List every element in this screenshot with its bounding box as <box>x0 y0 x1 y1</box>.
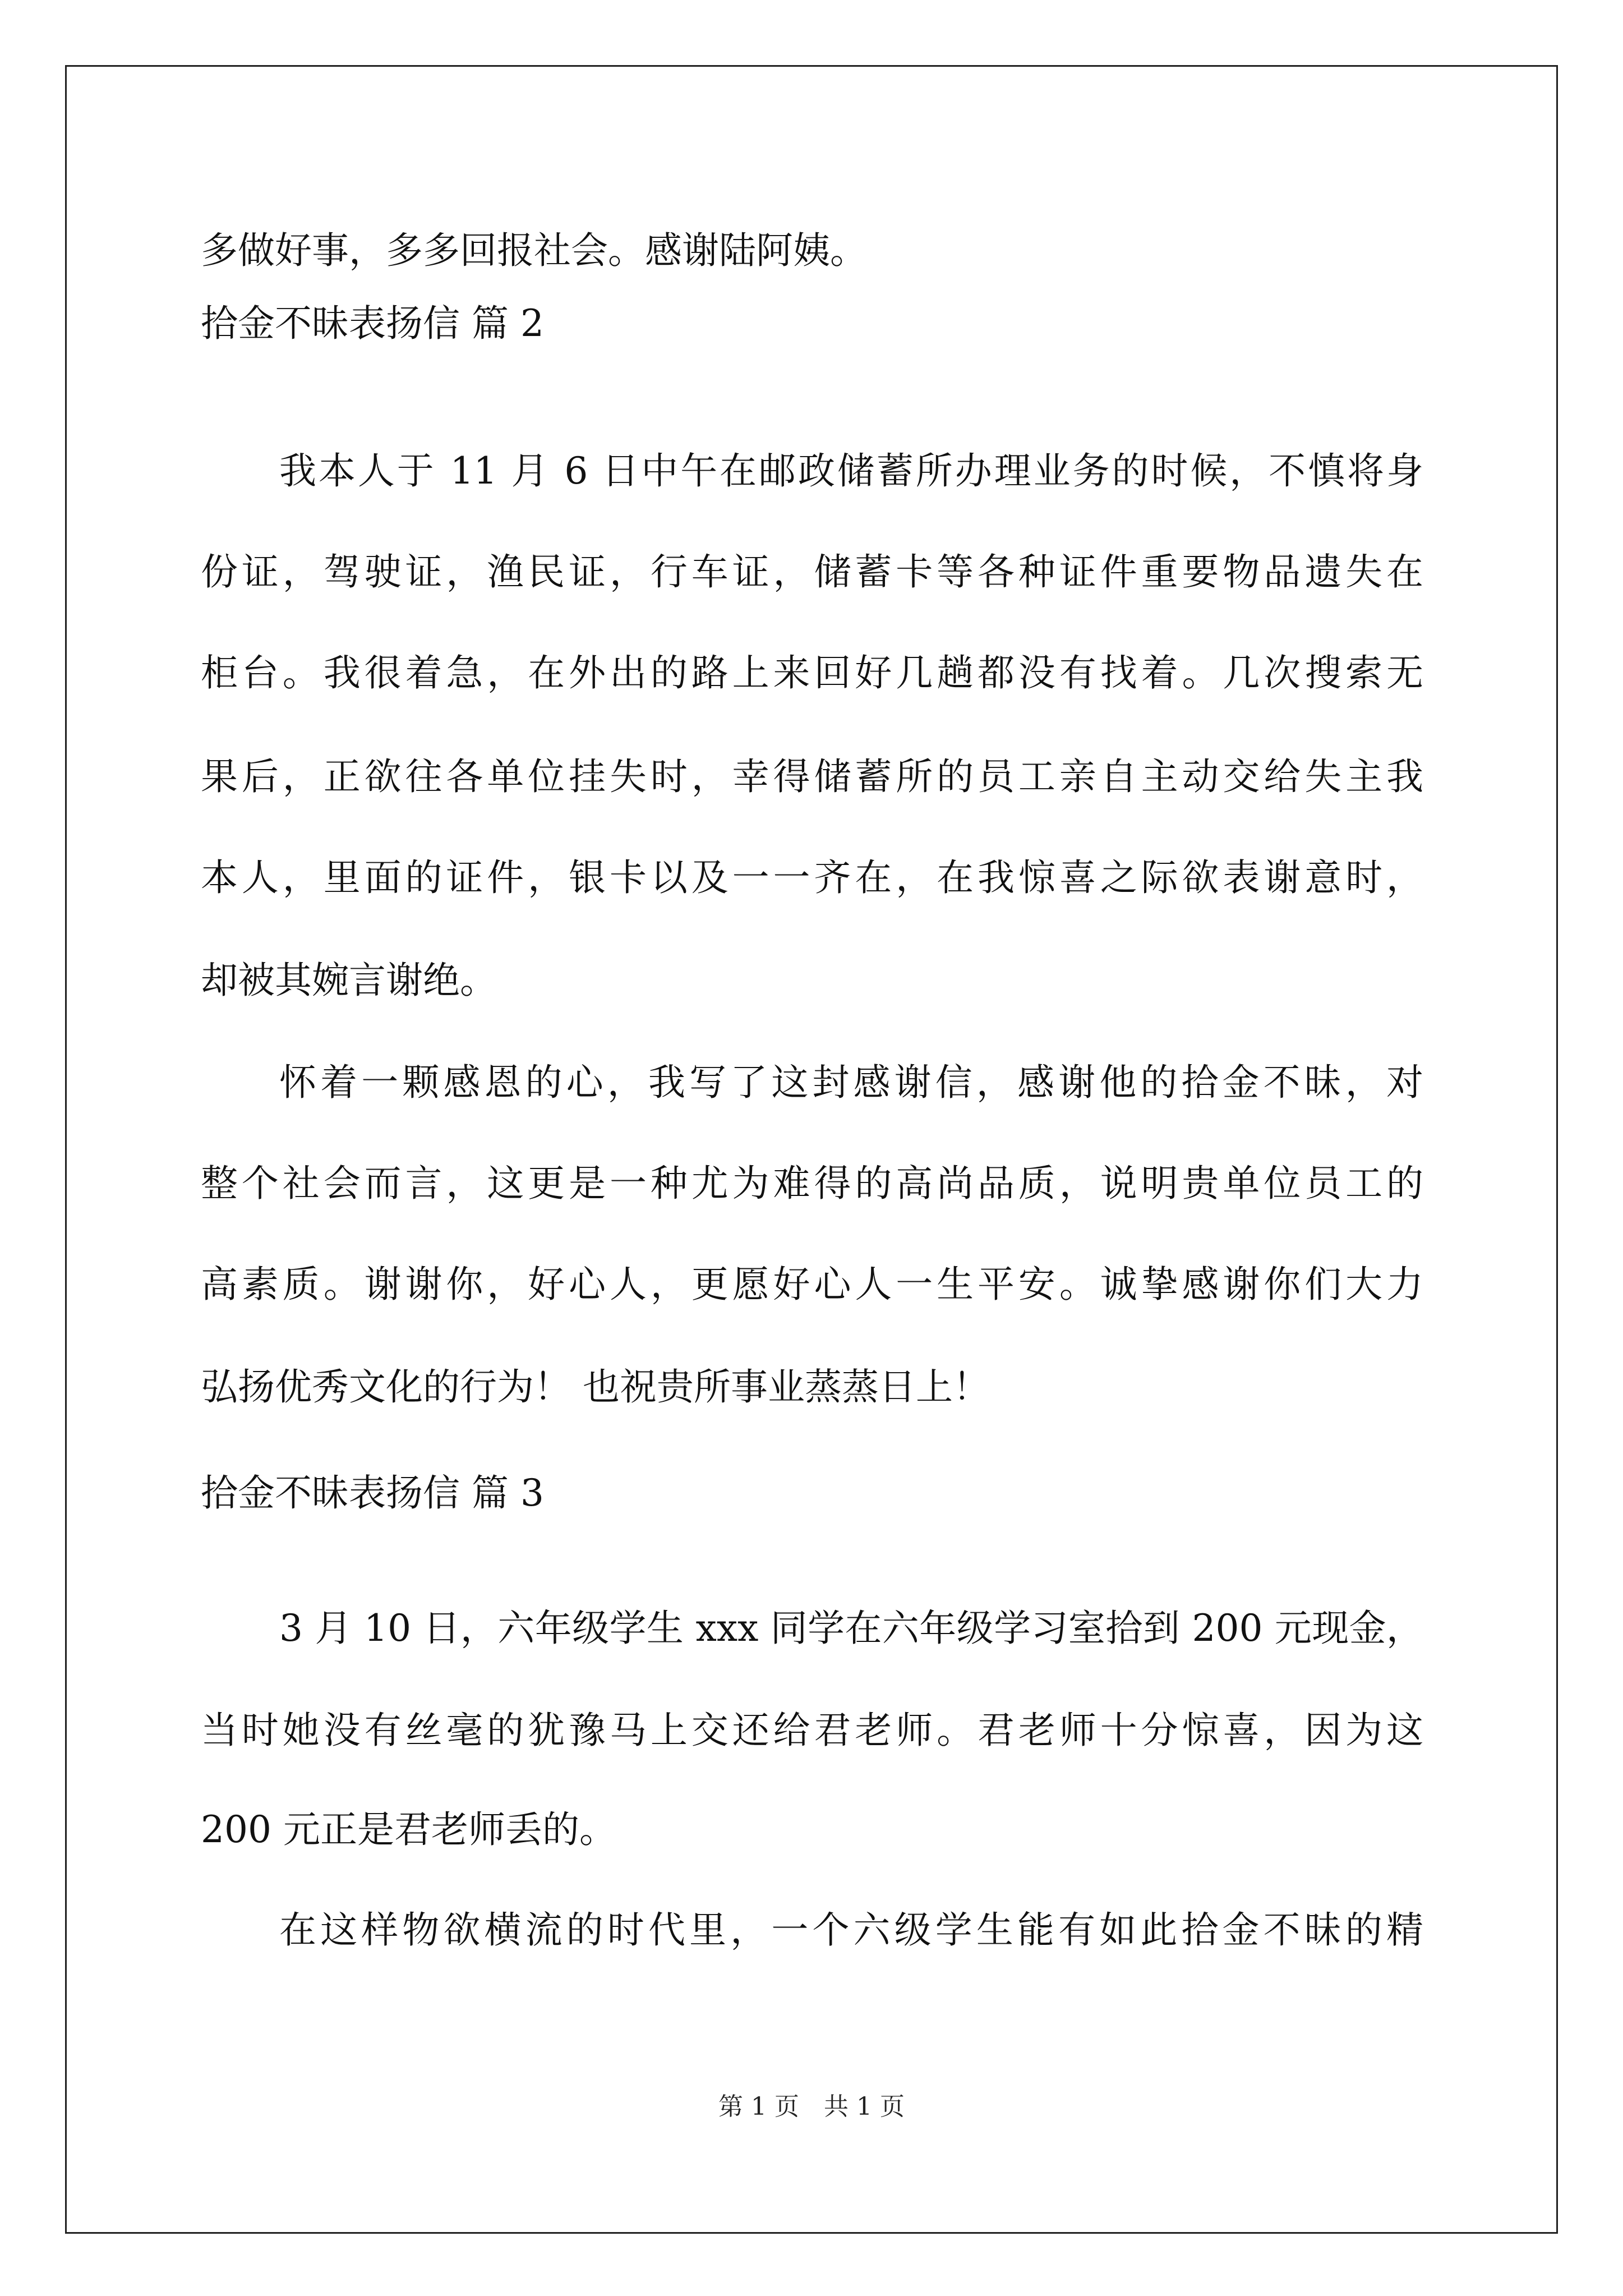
page-number-footer: 第 1 页 共 1 页 <box>718 2092 905 2121</box>
body-line: 果后，正欲往各单位挂失时，幸得储蓄所的员工亲自主动交给失主我 <box>201 755 1423 798</box>
body-line: 份证，驾驶证，渔民证，行车证，储蓄卡等各种证件重要物品遗失在 <box>201 550 1423 593</box>
section-heading: 拾金不昧表扬信 篇 2 <box>201 302 544 345</box>
body-line: 当时她没有丝毫的犹豫马上交还给君老师。君老师十分惊喜，因为这 <box>201 1709 1423 1752</box>
body-line: 怀着一颗感恩的心，我写了这封感谢信，感谢他的拾金不昧，对 <box>279 1061 1423 1104</box>
body-line: 弘扬优秀文化的行为！ 也祝贵所事业蒸蒸日上！ <box>201 1365 990 1409</box>
body-line: 在这样物欲横流的时代里，一个六级学生能有如此拾金不昧的精 <box>279 1908 1423 1952</box>
body-line: 我本人于 11 月 6 日中午在邮政储蓄所办理业务的时候，不慎将身 <box>279 449 1423 493</box>
body-line: 3 月 10 日，六年级学生 xxx 同学在六年级学习室拾到 200 元现金， <box>279 1607 1423 1650</box>
section-heading: 拾金不昧表扬信 篇 3 <box>201 1471 544 1515</box>
body-line: 多做好事，多多回报社会。感谢陆阿姨。 <box>201 229 867 272</box>
body-line: 却被其婉言谢绝。 <box>201 959 497 1002</box>
body-line: 高素质。谢谢你，好心人，更愿好心人一生平安。诚挚感谢你们大力 <box>201 1263 1423 1306</box>
body-line: 柜台。我很着急，在外出的路上来回好几趟都没有找着。几次搜索无 <box>201 651 1423 694</box>
body-line: 整个社会而言，这更是一种尤为难得的高尚品质，说明贵单位员工的 <box>201 1162 1423 1205</box>
body-line: 200 元正是君老师丢的。 <box>201 1808 616 1851</box>
body-line: 本人，里面的证件，银卡以及一一齐在，在我惊喜之际欲表谢意时， <box>201 856 1423 899</box>
